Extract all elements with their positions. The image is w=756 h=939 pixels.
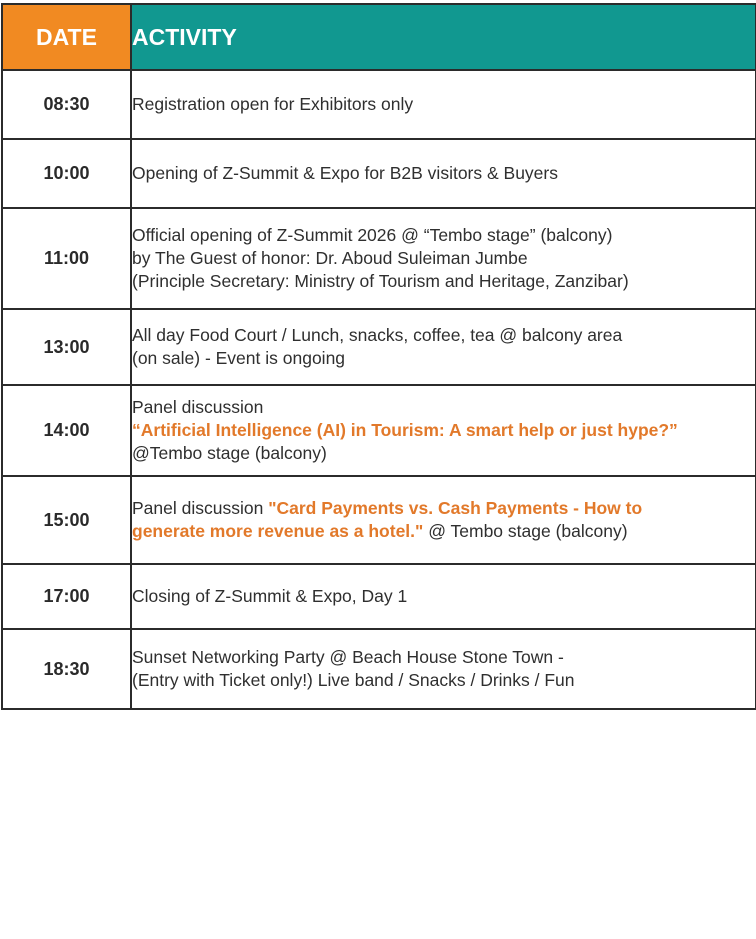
table-row (2, 208, 756, 309)
time-cell: 14:00 (2, 385, 131, 476)
activity-text: @ Tembo stage (balcony) (423, 521, 628, 541)
time-cell: 08:30 (2, 70, 131, 139)
table-row (2, 629, 756, 709)
activity-text: (Principle Secretary: Ministry of Tourism and Heritage, Zanzibar) (132, 271, 629, 291)
time-cell: 10:00 (2, 139, 131, 208)
time-cell: 13:00 (2, 309, 131, 385)
activity-text: Opening of Z-Summit & Expo for B2B visitors & Buyers (132, 163, 558, 183)
schedule-table (1, 3, 756, 710)
time-cell: 18:30 (2, 629, 131, 709)
activity-cell (131, 564, 756, 629)
activity-text: Registration open for Exhibitors only (132, 94, 414, 114)
activity-cell (131, 629, 756, 709)
activity-text: @Tembo stage (balcony) (132, 443, 327, 463)
time-cell: 17:00 (2, 564, 131, 629)
activity-text: All day Food Court / Lunch, snacks, coffee, tea @ balcony area (132, 325, 623, 345)
activity-text: (Entry with Ticket only!) Live band / Snacks / Drinks / Fun (132, 670, 575, 690)
table-row (2, 70, 756, 139)
table-row (2, 385, 756, 476)
activity-cell (131, 70, 756, 139)
activity-cell (131, 309, 756, 385)
activity-text: (on sale) - Event is ongoing (132, 348, 346, 368)
activity-cell (131, 476, 756, 564)
panel-topic-highlight: generate more revenue as a hotel." (132, 521, 424, 541)
header-row (2, 4, 756, 70)
activity-text: Official opening of Z-Summit 2026 @ “Tembo stage” (balcony) (132, 225, 613, 245)
activity-cell (131, 385, 756, 476)
activity-text: Closing of Z-Summit & Expo, Day 1 (132, 586, 408, 606)
table-row (2, 564, 756, 629)
activity-cell (131, 139, 756, 208)
date-column-header: DATE (2, 4, 131, 70)
table-row (2, 309, 756, 385)
time-cell: 11:00 (2, 208, 131, 309)
activity-cell (131, 208, 756, 309)
panel-topic-highlight: "Card Payments vs. Cash Payments - How to (268, 498, 643, 518)
activity-text: by The Guest of honor: Dr. Aboud Suleiman Jumbe (132, 248, 528, 268)
activity-column-header: ACTIVITY (131, 4, 756, 70)
time-cell: 15:00 (2, 476, 131, 564)
activity-text: Panel discussion (132, 397, 264, 417)
table-row (2, 476, 756, 564)
table-row (2, 139, 756, 208)
activity-text: Sunset Networking Party @ Beach House Stone Town - (132, 647, 564, 667)
panel-topic-highlight: “Artificial Intelligence (AI) in Tourism: A smart help or just hype?” (132, 420, 678, 440)
activity-text: Panel discussion (132, 498, 269, 518)
